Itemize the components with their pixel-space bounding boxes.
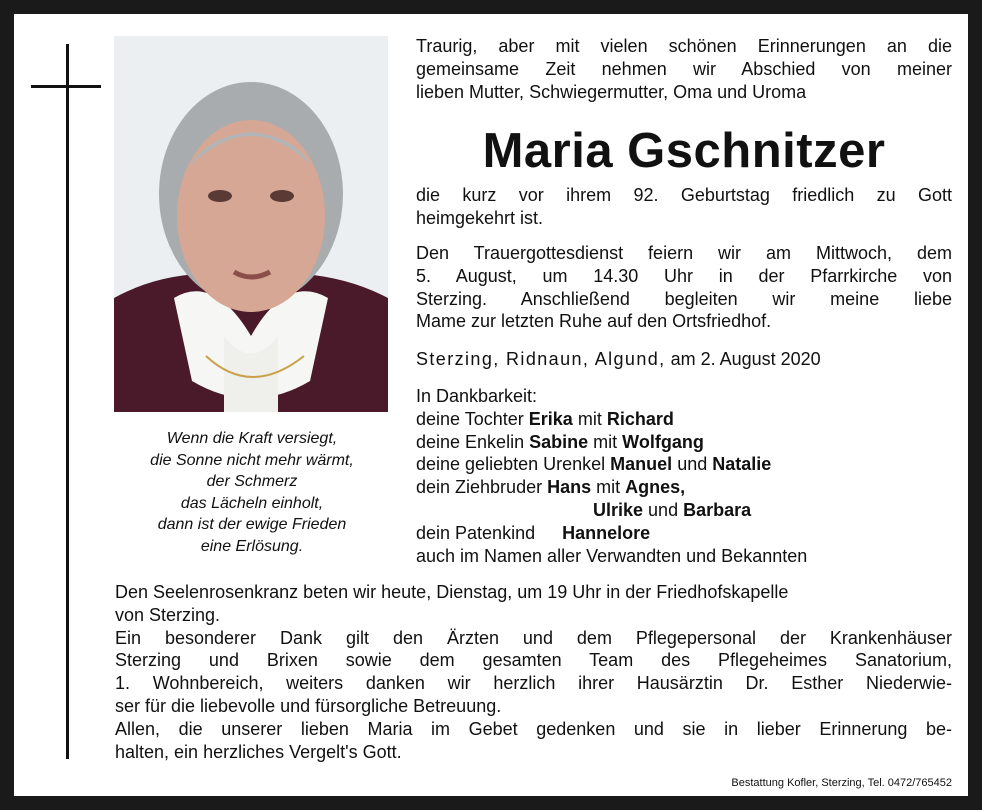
- relatives-line: auch im Namen aller Verwandten und Bekannten: [416, 545, 808, 566]
- gratitude-line: ser für die liebevolle und fürsorgliche Betreuung.: [115, 695, 502, 716]
- cross-icon-bar: [31, 85, 101, 88]
- gratitude-line: 1. Wohnbereich, weiters danken wir herzlich ihrer Hausärztin Dr. Esther Niederwie-: [115, 673, 952, 694]
- cross-icon: [66, 44, 69, 759]
- portrait-illustration: [114, 36, 388, 412]
- mourners-list: [416, 385, 952, 567]
- poem-line: Wenn die Kraft versiegt,: [166, 430, 338, 447]
- notice-date: am 2. August 2020: [670, 349, 821, 369]
- intro-text: [416, 35, 952, 103]
- place-date: [416, 348, 952, 371]
- service-text: [416, 242, 952, 333]
- service-line: 5. August, um 14.30 Uhr in der Pfarrkirche von: [416, 265, 952, 286]
- rosary-line: von Sterzing.: [115, 604, 221, 625]
- service-line: Mame zur letzten Ruhe auf den Ortsfriedhof.: [416, 311, 772, 332]
- mourner-line: dein Patenkind Hannelore: [416, 522, 651, 543]
- closing-text: [115, 581, 952, 763]
- portrait-photo: [114, 36, 388, 412]
- closing-line: halten, ein herzliches Vergelt's Gott.: [115, 741, 402, 762]
- mourner-line: deine Tochter Erika mit Richard: [416, 408, 674, 429]
- intro-line: Traurig, aber mit vielen schönen Erinnerungen an die: [416, 36, 952, 56]
- thanks-heading: In Dankbarkeit:: [416, 386, 538, 406]
- deceased-name: Maria Gschnitzer: [482, 124, 886, 178]
- funeral-home-credit: Bestattung Kofler, Sterzing, Tel. 0472/765452: [731, 777, 952, 789]
- rosary-line: Den Seelenrosenkranz beten wir heute, Dienstag, um 19 Uhr in der Friedhofskapelle: [115, 582, 789, 602]
- poem-line: eine Erlösung.: [200, 537, 304, 555]
- place-names: Sterzing, Ridnaun, Algund,: [416, 349, 666, 369]
- mourner-line: deine geliebten Urenkel Manuel und Natalie: [416, 454, 772, 475]
- gratitude-line: Ein besonderer Dank gilt den Ärzten und dem Pflegepersonal der Krankenhäuser: [115, 627, 952, 648]
- service-line: Sterzing. Anschließend begleiten wir meine liebe: [416, 288, 952, 309]
- passing-line: die kurz vor ihrem 92. Geburtstag friedlich zu Gott: [416, 185, 952, 205]
- gratitude-line: Sterzing und Brixen sowie dem gesamten Team des Pflegeheimes Sanatorium,: [115, 650, 952, 671]
- closing-line: Allen, die unserer lieben Maria im Gebet gedenken und sie in lieber Erinnerung be-: [115, 718, 952, 739]
- passing-line: heimgekehrt ist.: [416, 207, 544, 228]
- memorial-poem: [112, 428, 392, 557]
- service-line: Den Trauergottesdienst feiern wir am Mittwoch, dem: [416, 243, 952, 263]
- poem-line: der Schmerz: [206, 473, 298, 490]
- intro-line: lieben Mutter, Schwiegermutter, Oma und Uroma: [416, 81, 807, 102]
- mourner-line: Ulrike und Barbara: [593, 499, 752, 520]
- poem-line: die Sonne nicht mehr wärmt,: [150, 451, 354, 469]
- passing-text: [416, 184, 952, 230]
- mourner-line: deine Enkelin Sabine mit Wolfgang: [416, 431, 704, 452]
- poem-line: das Lächeln einholt,: [180, 494, 324, 512]
- mourner-line: dein Ziehbruder Hans mit Agnes,: [416, 477, 686, 498]
- poem-line: dann ist der ewige Frieden: [157, 516, 347, 533]
- intro-line: gemeinsame Zeit nehmen wir Abschied von meiner: [416, 58, 952, 79]
